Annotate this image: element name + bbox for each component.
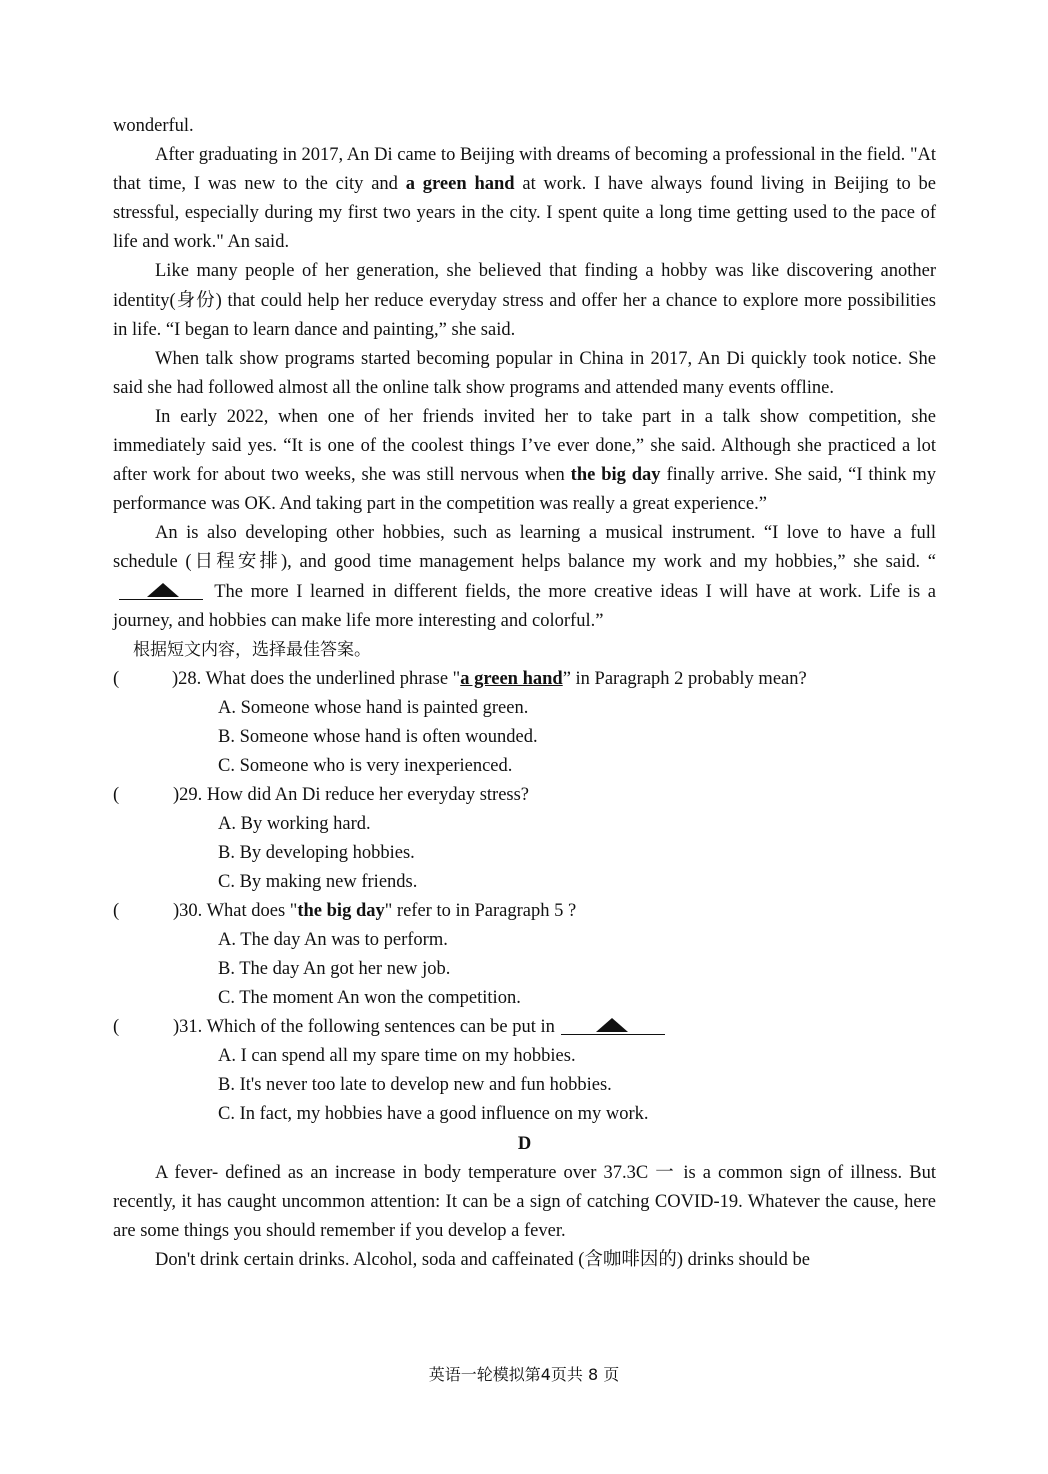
bold-phrase-green-hand: a green hand (405, 174, 515, 195)
document-body (113, 112, 936, 1275)
question-30-stem (173, 897, 576, 926)
paragraph-1 (113, 141, 936, 257)
paragraph-5-text-b: The more I learned in different fields, the more creative ideas I will have at work. Life is a journey, and hobbies can make life more interesting and colorful.” (113, 581, 936, 631)
option-29-b: B. By developing hobbies. (218, 842, 415, 863)
paragraph-2: Like many people of her generation, she believed that finding a hobby was like discovering another identity(身份) that could help her reduce everyday stress and offer her a chance to explore more possibilities in life. “I began to learn dance and painting,” she said. (113, 261, 936, 340)
option-30-b: B. The day An got her new job. (218, 958, 451, 979)
paragraph-4-text-b: finally arrive. She said, “I think my performance was OK. And taking part in the competition was really a great experience.” (113, 465, 936, 515)
option-31-a: A. I can spend all my spare time on my hobbies. (218, 1045, 576, 1066)
option-29-c: C. By making new friends. (218, 871, 418, 892)
answer-paren[interactable]: ( (113, 1016, 120, 1037)
option-31-b: B. It's never too late to develop new and fun hobbies. (218, 1074, 612, 1095)
page-footer: 英语一轮模拟第4页共 8 页 (428, 1365, 620, 1384)
question-30-tail: " refer to in Paragraph 5 ? (384, 900, 577, 921)
paragraph-d1: A fever- defined as an increase in body temperature over 37.3C 一 is a common sign of illness. But recently, it has caught uncommon attention: It can be a sign of catching COVID-19. Whatever the cause, here are some things you should remember if you develop a fever. (113, 1162, 936, 1241)
paragraph-1-text-b: at work. I have always found living in Beijing to be stressful, especially during my first two years in the city. I spent quite a long time getting used to the pace of life and work." An said. (113, 174, 936, 253)
underlined-phrase: a green hand (460, 668, 563, 689)
instruction: 根据短文内容，选择最佳答案。 (133, 639, 371, 660)
question-28-tail: ” in Paragraph 2 probably mean? (562, 668, 807, 689)
paragraph-1-text-a: After graduating in 2017, An Di came to Beijing with dreams of becoming a professional in the field. "At that time, I was new to the city and (113, 145, 936, 195)
question-30 (113, 897, 936, 926)
paragraph-4-text-a: In early 2022, when one of her friends invited her to take part in a talk show competition, she immediately said yes. “It is one of the coolest things I’ve ever done,” she said. Although she practiced a lot after work for about two weeks, she was still nervous when (113, 406, 936, 486)
section-title-d: D (517, 1133, 532, 1154)
paragraph-d2: Don't drink certain drinks. Alcohol, soda and caffeinated (含咖啡因的) drinks should be (155, 1249, 810, 1270)
question-31 (113, 1013, 936, 1042)
option-30-c: C. The moment An won the competition. (218, 987, 521, 1008)
question-28-text: )28. What does the underlined phrase " (172, 668, 461, 689)
answer-paren[interactable]: ( (113, 668, 120, 689)
option-31-c: C. In fact, my hobbies have a good influence on my work. (218, 1103, 649, 1124)
blank-triangle-icon (561, 1014, 665, 1035)
option-28-b: B. Someone whose hand is often wounded. (218, 726, 538, 747)
paragraph-5 (113, 519, 936, 635)
answer-paren[interactable]: ( (113, 900, 120, 921)
question-28-stem (172, 665, 807, 694)
bold-phrase: the big day (297, 900, 385, 921)
question-28 (113, 665, 936, 694)
paragraph-0: wonderful. (113, 116, 194, 136)
question-29 (113, 781, 936, 810)
question-31-stem (173, 1013, 669, 1042)
option-28-c: C. Someone who is very inexperienced. (218, 755, 513, 776)
paragraph-4 (113, 403, 936, 519)
answer-paren[interactable]: ( (113, 784, 120, 805)
paragraph-3: When talk show programs started becoming popular in China in 2017, An Di quickly took notice. She said she had followed almost all the online talk show programs and attended many events offline. (113, 348, 936, 398)
paragraph-5-text-a: An is also developing other hobbies, such as learning a musical instrument. “I love to have a full schedule (日程安排), and good time management helps balance my work and my hobbies,” she said. “ (113, 523, 936, 573)
question-30-text: )30. What does " (173, 900, 298, 921)
option-29-a: A. By working hard. (218, 813, 371, 834)
bold-phrase-big-day: the big day (570, 465, 661, 486)
question-29-text: )29. How did An Di reduce her everyday stress? (173, 784, 530, 805)
option-30-a: A. The day An was to perform. (218, 929, 448, 950)
option-28-a: A. Someone whose hand is painted green. (218, 697, 529, 718)
question-31-text: )31. Which of the following sentences can be put in (173, 1016, 555, 1037)
blank-triangle-icon (119, 579, 203, 600)
